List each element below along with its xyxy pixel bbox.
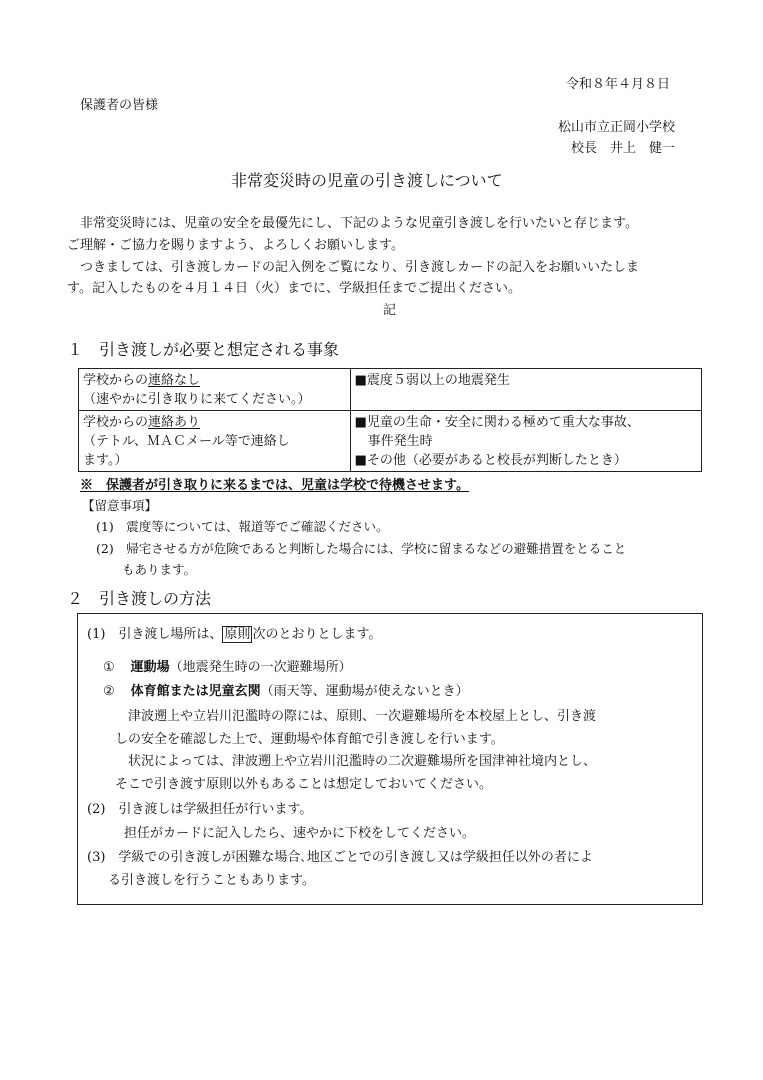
section-1-heading: １ 引き渡しが必要と想定される事象 bbox=[67, 340, 340, 359]
place-1-note: （地震発生時の一次避難場所） bbox=[169, 660, 352, 675]
place-2-name: 体育館または児童玄関 bbox=[130, 684, 261, 699]
table-cell bbox=[350, 411, 701, 472]
tsunami-line-2: しの安全を確認した上で、運動場や体育館で引き渡しを行います。 bbox=[115, 732, 504, 747]
section-2-heading: ２ 引き渡しの方法 bbox=[67, 589, 212, 608]
contact-yes-prefix: 学校からの bbox=[83, 415, 149, 430]
situation-line-2: そこで引き渡す原則以外もあることは想定しておいてください。 bbox=[115, 777, 493, 792]
earthquake-event: ■震度５弱以上の地震発生 bbox=[354, 373, 510, 388]
table-cell bbox=[79, 369, 351, 411]
method-item-1-suffix: 次のとおりとします。 bbox=[252, 627, 382, 642]
table-row bbox=[79, 369, 702, 411]
method-item-3-line-1: (3) 学級での引き渡しが困難な場合､地区ごとでの引き渡し又は学級担任以外の者によ bbox=[87, 850, 593, 865]
intro-paragraph-2-line-1: つきましては、引き渡しカードの記入例をご覧になり、引き渡しカードの記入をお願いいたしま bbox=[80, 260, 640, 275]
place-2-number: ② bbox=[103, 684, 115, 699]
date: 令和８年４月８日 bbox=[566, 77, 671, 92]
method-item-1 bbox=[87, 626, 381, 644]
caution-item-2-line-1: (2) 帰宅させる方が危険であると判断した場合には、学校に留まるなどの避難措置をとること bbox=[96, 541, 627, 556]
caution-item-1: (1) 震度等については、報道等でご確認ください。 bbox=[96, 519, 389, 534]
place-1 bbox=[103, 659, 352, 677]
contact-yes-label: 連絡あり bbox=[148, 415, 201, 430]
accident-event-line-1: ■児童の生命・安全に関わる極めて重大な事故、 bbox=[354, 415, 640, 430]
principle-boxed-text: 原則 bbox=[224, 627, 251, 642]
contact-none-prefix: 学校からの bbox=[83, 373, 149, 388]
caution-title: 【留意事項】 bbox=[82, 498, 158, 513]
contact-yes-note-line-2: ます。） bbox=[83, 453, 128, 468]
situation-line-1: 状況によっては、津波遡上や立岩川氾濫時の二次避難場所を国津神社境内とし、 bbox=[128, 754, 597, 769]
table-cell bbox=[350, 369, 701, 411]
contact-yes-note-line-1: （テトル、ＭＡＣメール等で連絡し bbox=[83, 434, 290, 449]
place-2-note: （雨天等、運動場が使えないとき） bbox=[260, 684, 469, 699]
ki-marker: 記 bbox=[383, 303, 397, 318]
intro-paragraph-2-line-2: す。記入したものを４月１４日（火）までに、学級担任までご提出ください。 bbox=[67, 281, 521, 296]
caution-item-2-line-2: もあります。 bbox=[122, 562, 197, 577]
principal-name: 校長 井上 健一 bbox=[571, 141, 676, 156]
method-item-2-line-2: 担任がカードに記入したら、速やかに下校をしてください。 bbox=[124, 826, 476, 841]
addressee: 保護者の皆様 bbox=[80, 98, 159, 113]
accident-event-line-2: 事件発生時 bbox=[367, 434, 433, 449]
contact-none-note: （速やかに引き取りに来てください。） bbox=[83, 392, 311, 407]
events-table bbox=[78, 368, 702, 472]
place-1-number: ① bbox=[103, 660, 115, 675]
place-1-name: 運動場 bbox=[130, 660, 170, 675]
waiting-note: ※ 保護者が引き取りに来るまでは、児童は学校で待機させます。 bbox=[80, 478, 469, 493]
table-cell bbox=[79, 411, 351, 472]
place-2 bbox=[103, 683, 469, 701]
tsunami-line-1: 津波遡上や立岩川氾濫時の際には、原則、一次避難場所を本校屋上とし、引き渡 bbox=[128, 709, 597, 724]
method-item-2-line-1: (2) 引き渡しは学級担任が行います。 bbox=[87, 802, 313, 817]
document-title: 非常変災時の児童の引き渡しについて bbox=[231, 171, 503, 190]
school-name: 松山市立正岡小学校 bbox=[558, 120, 676, 135]
method-item-1-prefix: (1) 引き渡し場所は、 bbox=[87, 627, 223, 642]
table-row bbox=[79, 411, 702, 472]
intro-paragraph-1-line-1: 非常変災時には、児童の安全を最優先にし、下記のような児童引き渡しを行いたいと存じます。 bbox=[80, 216, 638, 231]
other-event: ■その他（必要があると校長が判断したとき） bbox=[354, 453, 627, 468]
contact-none-label: 連絡なし bbox=[148, 373, 201, 388]
method-item-3-line-2: る引き渡しを行うこともあります。 bbox=[108, 873, 315, 888]
intro-paragraph-1-line-2: ご理解・ご協力を賜りますよう、よろしくお願いします。 bbox=[67, 238, 404, 253]
